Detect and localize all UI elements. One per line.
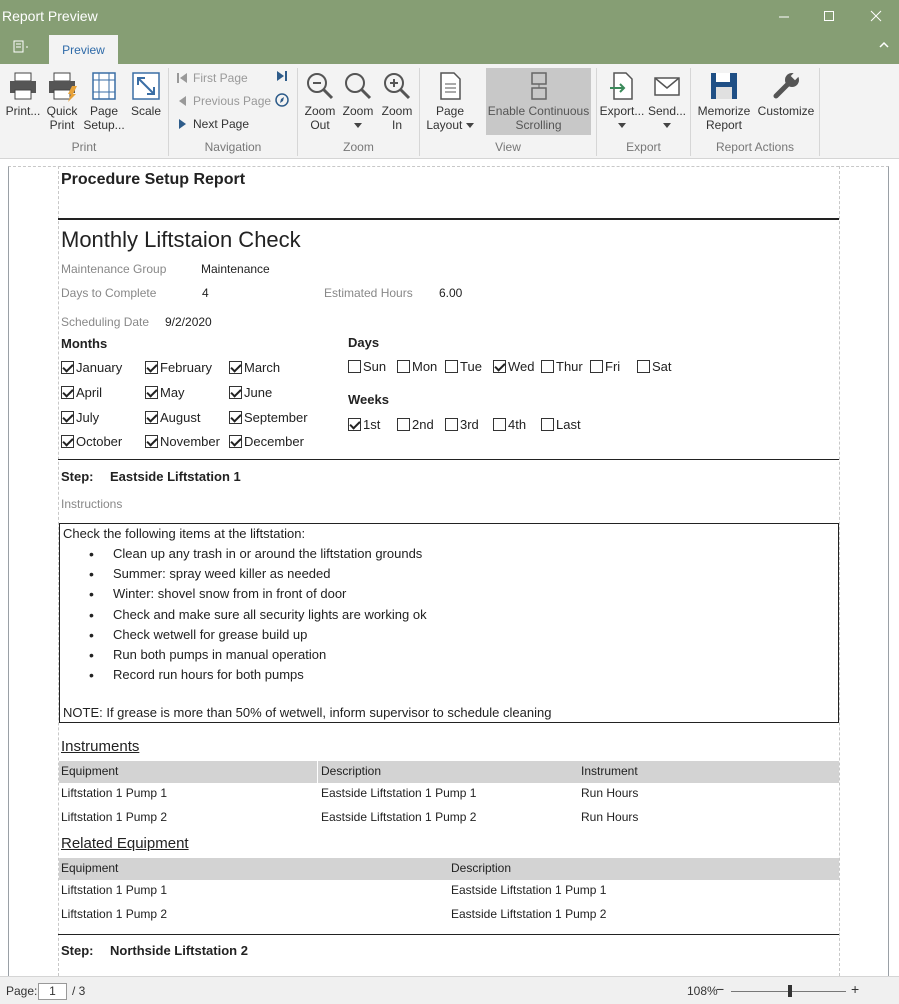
page-layout-icon <box>434 70 466 102</box>
week-checkbox-last <box>541 417 581 432</box>
zoom-slider[interactable] <box>731 991 846 992</box>
export-group-label: Export <box>626 140 661 154</box>
instruction-item: • Check wetwell for grease build up <box>113 627 307 642</box>
wrench-icon <box>770 70 802 102</box>
zoom-dropdown-button[interactable] <box>340 70 376 132</box>
instruments-cell: Run Hours <box>581 810 639 824</box>
header-divider <box>58 218 839 220</box>
checked-checkbox-icon <box>229 386 242 399</box>
month-checkbox-march <box>229 360 280 375</box>
checked-checkbox-icon <box>61 435 74 448</box>
checkbox-label: Wed <box>508 359 535 374</box>
page-setup-icon <box>88 70 120 102</box>
instructions-box <box>59 523 839 723</box>
status-bar <box>0 976 899 1004</box>
close-button[interactable] <box>853 0 899 33</box>
zoom-group-label: Zoom <box>343 140 374 154</box>
month-checkbox-january <box>61 360 122 375</box>
month-checkbox-june <box>229 385 272 400</box>
ribbon-tab-strip <box>0 33 899 64</box>
days-to-complete-label: Days to Complete <box>61 286 157 300</box>
instruction-item: • Run both pumps in manual operation <box>113 647 326 662</box>
related-cell: Eastside Liftstation 1 Pump 2 <box>451 907 607 921</box>
week-checkbox-3rd <box>445 417 479 432</box>
ribbon <box>0 64 899 159</box>
print-button[interactable] <box>4 70 42 118</box>
checkbox-label: January <box>76 360 123 375</box>
checkbox-label: Tue <box>460 359 482 374</box>
checkbox-label: March <box>244 360 281 375</box>
collapse-ribbon-button[interactable] <box>879 40 889 52</box>
estimated-hours-value: 6.00 <box>439 286 463 300</box>
customize-button[interactable] <box>755 70 817 118</box>
export-icon <box>606 70 638 102</box>
step-1-label: Step: <box>61 469 94 484</box>
checkbox-label: Sun <box>363 359 387 374</box>
last-page-button[interactable] <box>276 70 288 85</box>
unchecked-checkbox-icon <box>590 360 603 373</box>
page-setup-label-2: Setup... <box>83 118 125 132</box>
page-layout-label-1: Page <box>435 104 465 118</box>
week-checkbox-4th <box>493 417 526 432</box>
section-divider <box>58 459 839 460</box>
unchecked-checkbox-icon <box>397 418 410 431</box>
memorize-label-2: Report <box>705 118 743 132</box>
related-cell: Liftstation 1 Pump 1 <box>61 883 168 897</box>
send-label: Send... <box>647 104 687 118</box>
checked-checkbox-icon <box>229 361 242 374</box>
zoom-minus-button[interactable]: − <box>716 981 725 997</box>
zoom-slider-thumb[interactable] <box>788 985 792 997</box>
checkbox-label: February <box>160 360 213 375</box>
checkbox-label: 4th <box>508 417 527 432</box>
next-page-icon <box>177 119 187 129</box>
checked-checkbox-icon <box>61 386 74 399</box>
zoom-level: 108% <box>687 984 718 998</box>
instructions-intro: Check the following items at the liftstation: <box>63 526 306 541</box>
maximize-icon <box>824 11 835 22</box>
quick-print-icon <box>46 70 78 102</box>
instruments-table-header <box>59 761 839 783</box>
maintenance-group-value: Maintenance <box>201 262 270 276</box>
maintenance-group-label: Maintenance Group <box>61 262 167 276</box>
day-checkbox-wed <box>493 359 535 374</box>
instruction-item: • Record run hours for both pumps <box>113 667 304 682</box>
checkbox-label: 2nd <box>412 417 434 432</box>
scheduling-date-label: Scheduling Date <box>61 315 150 329</box>
instructions-note: NOTE: If grease is more than 50% of wetwell, inform supervisor to schedule cleaning <box>63 705 552 720</box>
go-to-page-button[interactable] <box>275 93 289 110</box>
navigation-group-label: Navigation <box>204 140 262 154</box>
save-icon <box>708 70 740 102</box>
checkbox-label: October <box>76 434 123 449</box>
unchecked-checkbox-icon <box>541 360 554 373</box>
continuous-scrolling-label-2: Scrolling <box>515 118 562 132</box>
checkbox-label: Fri <box>605 359 621 374</box>
related-col-description: Description <box>451 861 512 875</box>
first-page-icon <box>177 73 187 83</box>
month-checkbox-august <box>145 410 200 425</box>
instruction-item: • Clean up any trash in or around the liftstation grounds <box>113 546 422 561</box>
checkbox-label: May <box>160 385 185 400</box>
step-2-name: Northside Liftstation 2 <box>110 943 248 958</box>
instruction-item: • Summer: spray weed killer as needed <box>113 566 331 581</box>
maximize-button[interactable] <box>806 0 852 33</box>
instruction-item: • Winter: shovel snow from in front of door <box>113 586 346 601</box>
unchecked-checkbox-icon <box>541 418 554 431</box>
weeks-heading: Weeks <box>348 392 389 407</box>
previous-page-label: Previous Page <box>193 94 272 108</box>
minimize-icon <box>779 11 790 22</box>
print-group-label: Print <box>71 140 97 154</box>
close-icon <box>871 11 882 22</box>
memorize-report-button[interactable] <box>695 70 753 132</box>
enable-continuous-scrolling-button[interactable] <box>486 70 591 132</box>
window-title: Report Preview <box>2 8 98 24</box>
page-number-input[interactable]: 1 <box>38 983 67 1000</box>
continuous-scrolling-label-1: Enable Continuous <box>487 104 590 118</box>
app-menu-icon <box>6 39 30 55</box>
compass-icon <box>275 93 289 107</box>
chevron-down-icon <box>663 123 671 129</box>
checkbox-label: Thur <box>556 359 583 374</box>
related-col-equipment: Equipment <box>61 861 119 875</box>
quick-print-button[interactable] <box>44 70 80 132</box>
checkbox-label: April <box>76 385 103 400</box>
instructions-label: Instructions <box>61 497 123 511</box>
app-menu-button[interactable] <box>6 39 36 59</box>
first-page-button[interactable] <box>177 71 248 85</box>
printer-icon <box>7 70 39 102</box>
related-cell: Liftstation 1 Pump 2 <box>61 907 168 921</box>
checkbox-label: November <box>160 434 220 449</box>
day-checkbox-sun <box>348 359 386 374</box>
month-checkbox-october <box>61 434 122 449</box>
chevron-down-icon <box>618 123 626 129</box>
related-cell: Eastside Liftstation 1 Pump 1 <box>451 883 607 897</box>
print-label: Print... <box>5 104 41 118</box>
checkbox-label: August <box>160 410 201 425</box>
page-label: Page: <box>6 984 38 998</box>
next-page-button[interactable] <box>177 117 249 131</box>
step-1-name: Eastside Liftstation 1 <box>110 469 241 484</box>
month-checkbox-april <box>61 385 102 400</box>
instruments-cell: Eastside Liftstation 1 Pump 2 <box>321 810 477 824</box>
tab-preview[interactable]: Preview <box>49 35 118 64</box>
title-bar <box>0 0 899 33</box>
week-checkbox-1st <box>348 417 380 432</box>
checkbox-label: July <box>76 410 100 425</box>
unchecked-checkbox-icon <box>445 418 458 431</box>
unchecked-checkbox-icon <box>348 360 361 373</box>
day-checkbox-sat <box>637 359 672 374</box>
month-checkbox-july <box>61 410 99 425</box>
instruments-col-description: Description <box>321 764 382 778</box>
week-checkbox-2nd <box>397 417 434 432</box>
instruments-col-instrument: Instrument <box>581 764 638 778</box>
related-equipment-title: Related Equipment <box>61 835 189 852</box>
memorize-label-1: Memorize <box>697 104 751 118</box>
instruments-col-equipment: Equipment <box>61 764 119 778</box>
zoom-in-button[interactable] <box>379 70 415 132</box>
previous-page-button[interactable] <box>177 94 271 108</box>
zoom-out-button[interactable] <box>302 70 338 132</box>
continuous-scrolling-icon <box>523 70 555 102</box>
report-header: Procedure Setup Report <box>61 171 246 188</box>
first-page-label: First Page <box>193 71 248 85</box>
month-checkbox-september <box>229 410 308 425</box>
zoom-plus-button[interactable]: + <box>851 981 860 997</box>
column-divider <box>317 761 318 783</box>
checked-checkbox-icon <box>145 411 158 424</box>
chevron-up-icon <box>879 41 889 49</box>
checked-checkbox-icon <box>229 435 242 448</box>
related-table-header <box>59 858 839 880</box>
checkbox-label: 1st <box>363 417 381 432</box>
last-page-icon <box>276 70 288 82</box>
instruments-cell: Run Hours <box>581 786 639 800</box>
view-group-label: View <box>495 140 521 154</box>
checkbox-label: June <box>244 385 273 400</box>
procedure-name: Monthly Liftstaion Check <box>61 227 301 252</box>
checked-checkbox-icon <box>145 386 158 399</box>
checked-checkbox-icon <box>61 361 74 374</box>
zoom-in-label-1: Zoom <box>381 104 413 118</box>
checkbox-label: September <box>244 410 308 425</box>
export-label: Export... <box>599 104 645 118</box>
scheduling-date-value: 9/2/2020 <box>165 315 212 329</box>
days-heading: Days <box>348 335 380 350</box>
page-layout-label-2: Layout <box>426 118 463 132</box>
chevron-down-icon <box>466 123 474 129</box>
scale-button[interactable] <box>128 70 164 118</box>
unchecked-checkbox-icon <box>637 360 650 373</box>
zoom-out-label-2: Out <box>310 118 330 132</box>
zoom-out-icon <box>304 70 336 102</box>
checkbox-label: Mon <box>412 359 438 374</box>
scale-icon <box>130 70 162 102</box>
zoom-icon <box>342 70 374 102</box>
instruments-cell: Liftstation 1 Pump 2 <box>61 810 168 824</box>
estimated-hours-label: Estimated Hours <box>324 286 413 300</box>
instruction-item: • Check and make sure all security lights are working ok <box>113 607 427 622</box>
export-button[interactable] <box>599 70 645 132</box>
checked-checkbox-icon <box>145 361 158 374</box>
checked-checkbox-icon <box>348 418 361 431</box>
checkbox-label: Last <box>556 417 581 432</box>
instruments-cell: Eastside Liftstation 1 Pump 1 <box>321 786 477 800</box>
checkbox-label: 3rd <box>460 417 479 432</box>
minimize-button[interactable] <box>761 0 807 33</box>
unchecked-checkbox-icon <box>493 418 506 431</box>
chevron-down-icon <box>354 123 362 129</box>
unchecked-checkbox-icon <box>445 360 458 373</box>
zoom-in-label-2: In <box>391 118 402 132</box>
month-checkbox-february <box>145 360 212 375</box>
report-document-area[interactable] <box>0 160 899 976</box>
checked-checkbox-icon <box>145 435 158 448</box>
customize-label: Customize <box>757 104 815 118</box>
scale-label: Scale <box>130 104 162 118</box>
page-layout-button[interactable] <box>425 70 475 132</box>
page-total: / 3 <box>72 984 86 998</box>
day-checkbox-mon <box>397 359 437 374</box>
day-checkbox-fri <box>590 359 620 374</box>
ribbon-separator <box>819 68 820 156</box>
report-actions-group-label: Report Actions <box>715 140 795 154</box>
checked-checkbox-icon <box>61 411 74 424</box>
quick-print-label-2: Print <box>49 118 75 132</box>
instruments-cell: Liftstation 1 Pump 1 <box>61 786 168 800</box>
month-checkbox-may <box>145 385 185 400</box>
next-page-label: Next Page <box>193 117 250 131</box>
checked-checkbox-icon <box>493 360 506 373</box>
days-to-complete-value: 4 <box>202 286 209 300</box>
envelope-icon <box>651 70 683 102</box>
page-setup-label-1: Page <box>89 104 119 118</box>
page-setup-button[interactable] <box>83 70 125 132</box>
previous-page-icon <box>177 96 187 106</box>
send-button[interactable] <box>647 70 687 132</box>
unchecked-checkbox-icon <box>397 360 410 373</box>
zoom-label: Zoom <box>342 104 374 118</box>
zoom-out-label-1: Zoom <box>304 104 336 118</box>
day-checkbox-tue <box>445 359 482 374</box>
step-2-label: Step: <box>61 943 94 958</box>
checkbox-label: Sat <box>652 359 672 374</box>
checkbox-label: December <box>244 434 304 449</box>
margin-guide <box>839 166 840 986</box>
months-heading: Months <box>61 336 108 351</box>
month-checkbox-november <box>145 434 220 449</box>
month-checkbox-december <box>229 434 304 449</box>
quick-print-label-1: Quick <box>46 104 78 118</box>
zoom-in-icon <box>381 70 413 102</box>
checked-checkbox-icon <box>229 411 242 424</box>
instruments-title: Instruments <box>61 738 140 755</box>
day-checkbox-thur <box>541 359 583 374</box>
section-divider <box>58 934 839 935</box>
